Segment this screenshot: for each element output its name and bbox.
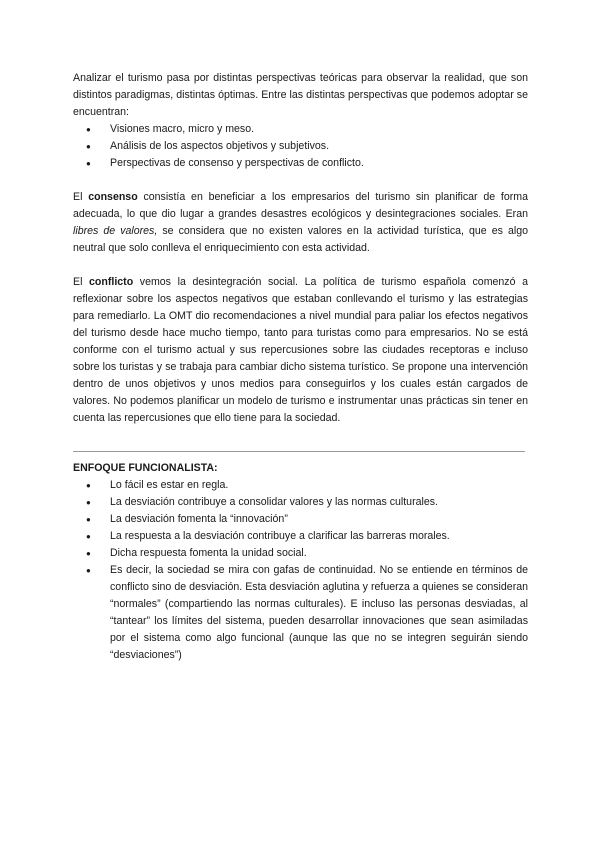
list-item: ● La respuesta a la desviación contribuye a clarificar las barreras morales. (73, 528, 528, 545)
conflicto-keyword: conflicto (89, 276, 134, 288)
document-page (73, 70, 528, 664)
list-item: ● La desviación fomenta la “innovación” (73, 511, 528, 528)
libres-de-valores-italic: libres de valores, (73, 225, 158, 237)
list-item: ● Lo fácil es estar en regla. (73, 477, 528, 494)
consenso-keyword: consenso (88, 191, 138, 203)
funcionalista-list (73, 477, 528, 664)
perspectives-list (73, 121, 528, 172)
list-item: ● La desviación contribuye a consolidar valores y las normas culturales. (73, 494, 528, 511)
conflicto-paragraph: El conflicto vemos la desintegración social. La política de turismo española comenzó a reflexionar sobre los aspectos negativos que estaban conllevando el turismo y las estrategias para remediarlo. La OMT dio recomendaciones a nivel mundial para paliar los efectos negativos del turismo desde hace mucho tiempo, tanto para turistas como para empresarios. No se está conforme con el turismo actual y sus repercusiones sobre las ciudades receptoras e incluso sobre los turistas y se trabaja para cambiar dicho sistema turístico. Se propone una intervención dentro de unos objetivos y unos medios para conseguirlos y los cuales están cargados de valores. No podemos planificar un modelo de turismo e instrumentar unas prácticas sin tener en cuenta las repercusiones que ello tiene para la sociedad. (73, 276, 528, 424)
section-divider (73, 451, 525, 452)
list-item: ● Es decir, la sociedad se mira con gafas de continuidad. No se entiende en términos de conflicto sino de desviación. Esta desviación aglutina y refuerza a quienes se consideran “normales” (compartiendo las normas culturales). E incluso las personas desviadas, al “tantear” los límites del sistema, pueden desarrollar innovaciones que sean asimiladas por el sistema como algo funcional (aunque las que no se integren seguirán siendo “desviaciones”) (73, 562, 528, 664)
consenso-paragraph: El consenso consistía en beneficiar a los empresarios del turismo sin planificar de forma adecuada, lo que dio lugar a grandes desastres ecológicos y desintegraciones sociales. Eran libres de valores, se considera que no existen valores en la actividad turística, que es algo neutral que solo conlleva el enriquecimiento con esta actividad. (73, 191, 528, 254)
list-item: ● Dicha respuesta fomenta la unidad social. (73, 545, 528, 562)
section-heading: ENFOQUE FUNCIONALISTA: (73, 462, 218, 474)
intro-paragraph: Analizar el turismo pasa por distintas perspectivas teóricas para observar la realidad, que son distintos paradigmas, distintas óptimas. Entre las distintas perspectivas que podemos adoptar se encuentran: (73, 72, 528, 118)
list-item: ● Visiones macro, micro y meso. (73, 121, 528, 138)
list-item: ● Perspectivas de consenso y perspectivas de conflicto. (73, 155, 528, 172)
list-item: ● Análisis de los aspectos objetivos y subjetivos. (73, 138, 528, 155)
